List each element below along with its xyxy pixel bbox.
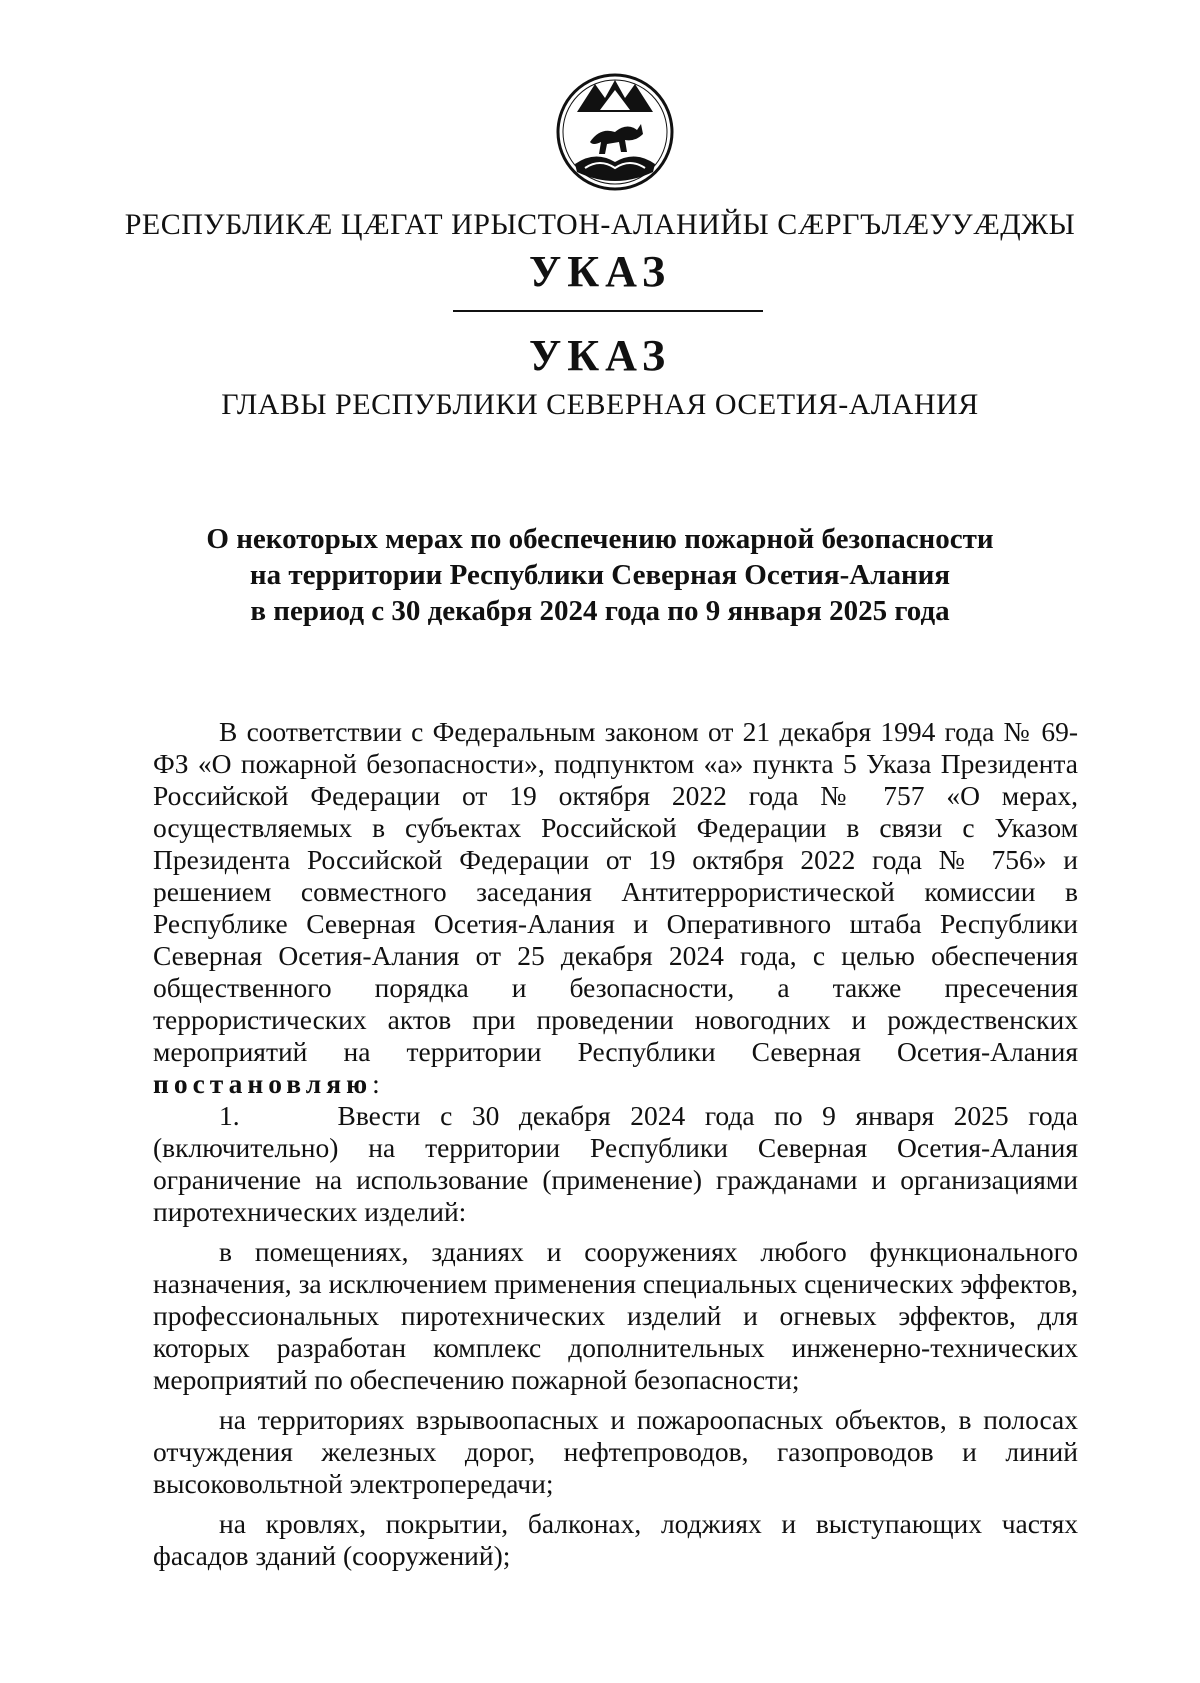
- subitem-2: на территориях взрывоопасных и пожароопасных объектов, в полосах отчуждения железных дорог, нефтепроводов, газопроводов и линий высоковольтной электропередачи;: [153, 1404, 1078, 1499]
- item-1-block: [153, 1100, 1078, 1572]
- title-line-2: на территории Республики Северная Осетия-Алания: [249, 559, 951, 591]
- item-1-number: 1.: [219, 1100, 240, 1131]
- decree-word: постановляю: [153, 1068, 373, 1099]
- russian-header: ГЛАВЫ РЕСПУБЛИКИ СЕВЕРНАЯ ОСЕТИЯ-АЛАНИЯ: [221, 388, 979, 421]
- decree-colon: :: [372, 1068, 380, 1099]
- preamble-block: [153, 716, 1078, 1100]
- document-title: [0, 521, 1200, 629]
- preamble-paragraph: [153, 716, 1078, 1100]
- subitem-3: на кровлях, покрытии, балконах, лоджиях и выступающих частях фасадов зданий (сооружений);: [153, 1508, 1078, 1571]
- header-divider: [453, 310, 763, 312]
- preamble-text: В соответствии с Федеральным законом от 21 декабря 1994 года № 69-ФЗ «О пожарной безопасности», подпунктом «а» пункта 5 Указа Президента Российской Федерации от 19 октября 2022 года № 757 «О мерах, осуществляемых в субъектах Российской Федерации в связи с Указом Президента Российской Федерации от 19 октября 2022 года № 756» и решением совместного заседания Антитеррористической комиссии в Республике Северная Осетия-Алания и Оперативного штаба Республики Северная Осетия-Алания от 25 декабря 2024 года, с целью обеспечения общественного порядка и безопасности, а также пресечения террористических актов при проведении новогодних и рождественских мероприятий на территории Республики Северная Осетия-Алания: [153, 716, 1078, 1067]
- ukaz-heading-ossetian: УКАЗ: [528, 247, 672, 296]
- item-1-paragraph: [153, 1100, 1078, 1228]
- title-line-1: О некоторых мерах по обеспечению пожарной безопасности: [206, 523, 994, 555]
- ossetian-header: РЕСПУБЛИКӔ ЦӔГАТ ИРЫСТОН-АЛАНИЙЫ СӔРГЪЛӔУУӔДЖЫ: [124, 208, 1076, 241]
- subitem-1: в помещениях, зданиях и сооружениях любого функционального назначения, за исключением применения специальных сценических эффектов, профессиональных пиротехнических изделий и огневых эффектов, для которых разработан комплекс дополнительных инженерно-технических мероприятий по обеспечению пожарной безопасности;: [153, 1236, 1078, 1395]
- coat-of-arms-emblem: [555, 72, 675, 192]
- item-1-text: Ввести с 30 декабря 2024 года по 9 января 2025 года (включительно) на территории Республики Северная Осетия-Алания ограничение на использование (применение) гражданами и организациями пиротехнических изделий:: [153, 1100, 1078, 1227]
- ukaz-heading-russian: УКАЗ: [528, 331, 672, 380]
- title-line-3: в период с 30 декабря 2024 года по 9 января 2025 года: [250, 595, 950, 627]
